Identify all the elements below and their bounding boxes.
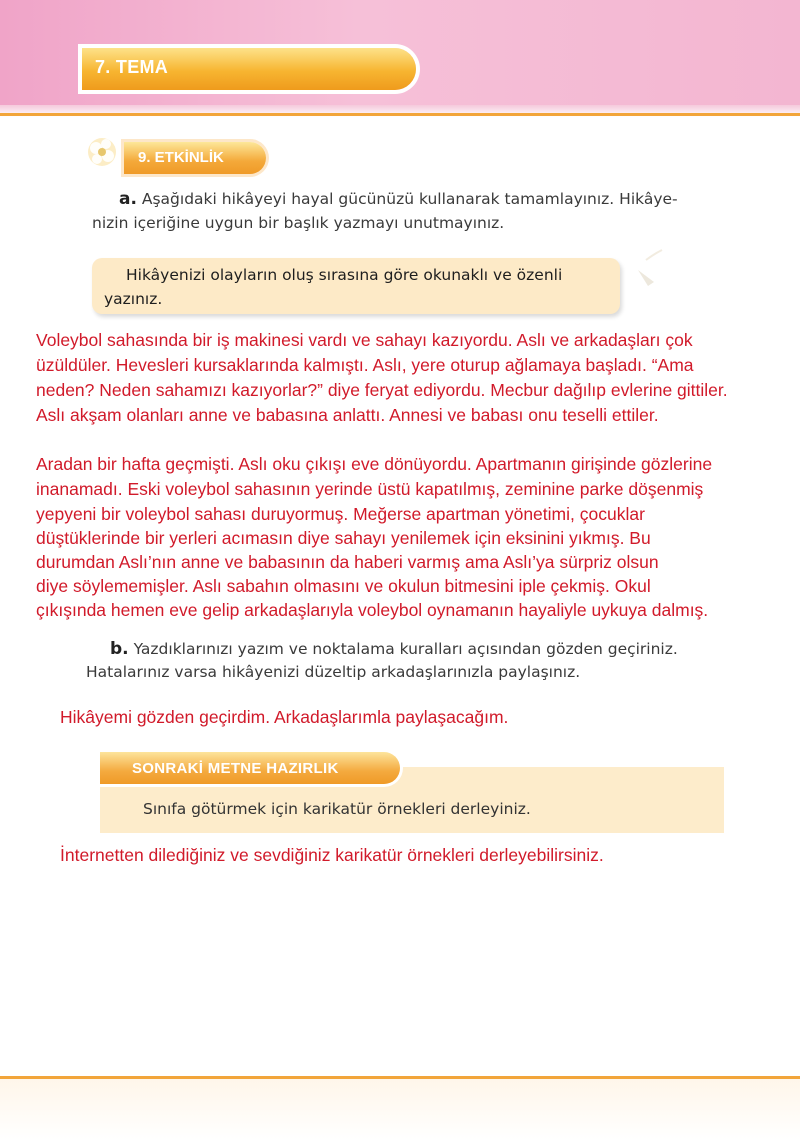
story-p2-line1: Aradan bir hafta geçmişti. Aslı oku çıkışı eve dönüyordu. Apartmanın girişinde gözlerine — [36, 454, 713, 474]
activity-badge-label: 9. ETKİNLİK — [138, 149, 224, 166]
part-b-line2: Hatalarınız varsa hikâyenizi düzeltip arkadaşlarınızla paylaşınız. — [86, 663, 581, 681]
header-divider — [0, 113, 800, 116]
story-p2-line3: yepyeni bir voleybol sahası duruyormuş. Meğerse apartman yönetimi, çocuklar — [36, 504, 645, 524]
next-text-prep-answer: İnternetten dilediğiniz ve sevdiğiniz karikatür örnekleri derleyebilirsiniz. — [60, 845, 604, 865]
story-p2-line6: diye söylememişler. Aslı sabahın olmasını ve okulun bitmesini iple çekmiş. Okul — [36, 576, 651, 596]
next-text-prep-label: SONRAKİ METNE HAZIRLIK — [132, 760, 339, 777]
part-b-text-1: Yazdıklarınızı yazım ve noktalama kuralları açısından gözden geçiriniz. — [133, 640, 678, 658]
pencil-icon — [624, 240, 674, 300]
part-a-text-1: Aşağıdaki hikâyeyi hayal gücünüzü kullanarak tamamlayınız. Hikâye- — [141, 190, 678, 208]
footer-fade — [0, 1079, 800, 1140]
theme-label: 7. TEMA — [95, 57, 169, 77]
part-a-line2: nizin içeriğine uygun bir başlık yazmayı unutmayınız. — [92, 214, 505, 232]
part-b-letter: b. — [110, 639, 129, 659]
story-p1-line4: Aslı akşam olanları anne ve babasına anlattı. Annesi ve babası onu teselli ettiler. — [36, 405, 659, 425]
story-p2-line4: düştüklerinde bir yerleri acımasın diye sahayı yenilemek için eksinini yıkmış. Bu — [36, 528, 651, 548]
note-text: Hikâyenizi olayların oluş sırasına göre okunaklı ve özenli yazınız. — [104, 266, 563, 308]
part-b-line1 — [110, 637, 678, 661]
story-p2-line5: durumdan Aslı’nın anne ve babasının da haberi varmış ama Aslı’ya sürpriz olsun — [36, 552, 659, 572]
story-p1-line2: üzüldüler. Hevesleri kursaklarında kalmıştı. Aslı, yere oturup ağlamaya başladı. “Ama — [36, 355, 694, 375]
part-b-answer: Hikâyemi gözden geçirdim. Arkadaşlarımla paylaşacağım. — [60, 707, 509, 727]
story-p1-line3: neden? Neden sahamızı kazıyorlar?” diye feryat ediyordu. Mecbur dağılıp evlerine gittiler. — [36, 380, 728, 400]
part-a-letter: a. — [119, 189, 137, 209]
next-text-prep-instruction: Sınıfa götürmek için karikatür örnekleri derleyiniz. — [143, 800, 531, 818]
story-p2-line2: inanamadı. Eski voleybol sahasının yerinde üstü kapatılmış, zeminine parke döşenmiş — [36, 479, 704, 499]
story-p1-line1: Voleybol sahasında bir iş makinesi vardı ve sahayı kazıyordu. Aslı ve arkadaşları çok — [36, 330, 693, 350]
story-p2-line7: çıkışında hemen eve gelip arkadaşlarıyla voleybol oynamanın hayaliyle uykuya dalmış. — [36, 600, 709, 620]
part-a-line1 — [119, 187, 678, 211]
